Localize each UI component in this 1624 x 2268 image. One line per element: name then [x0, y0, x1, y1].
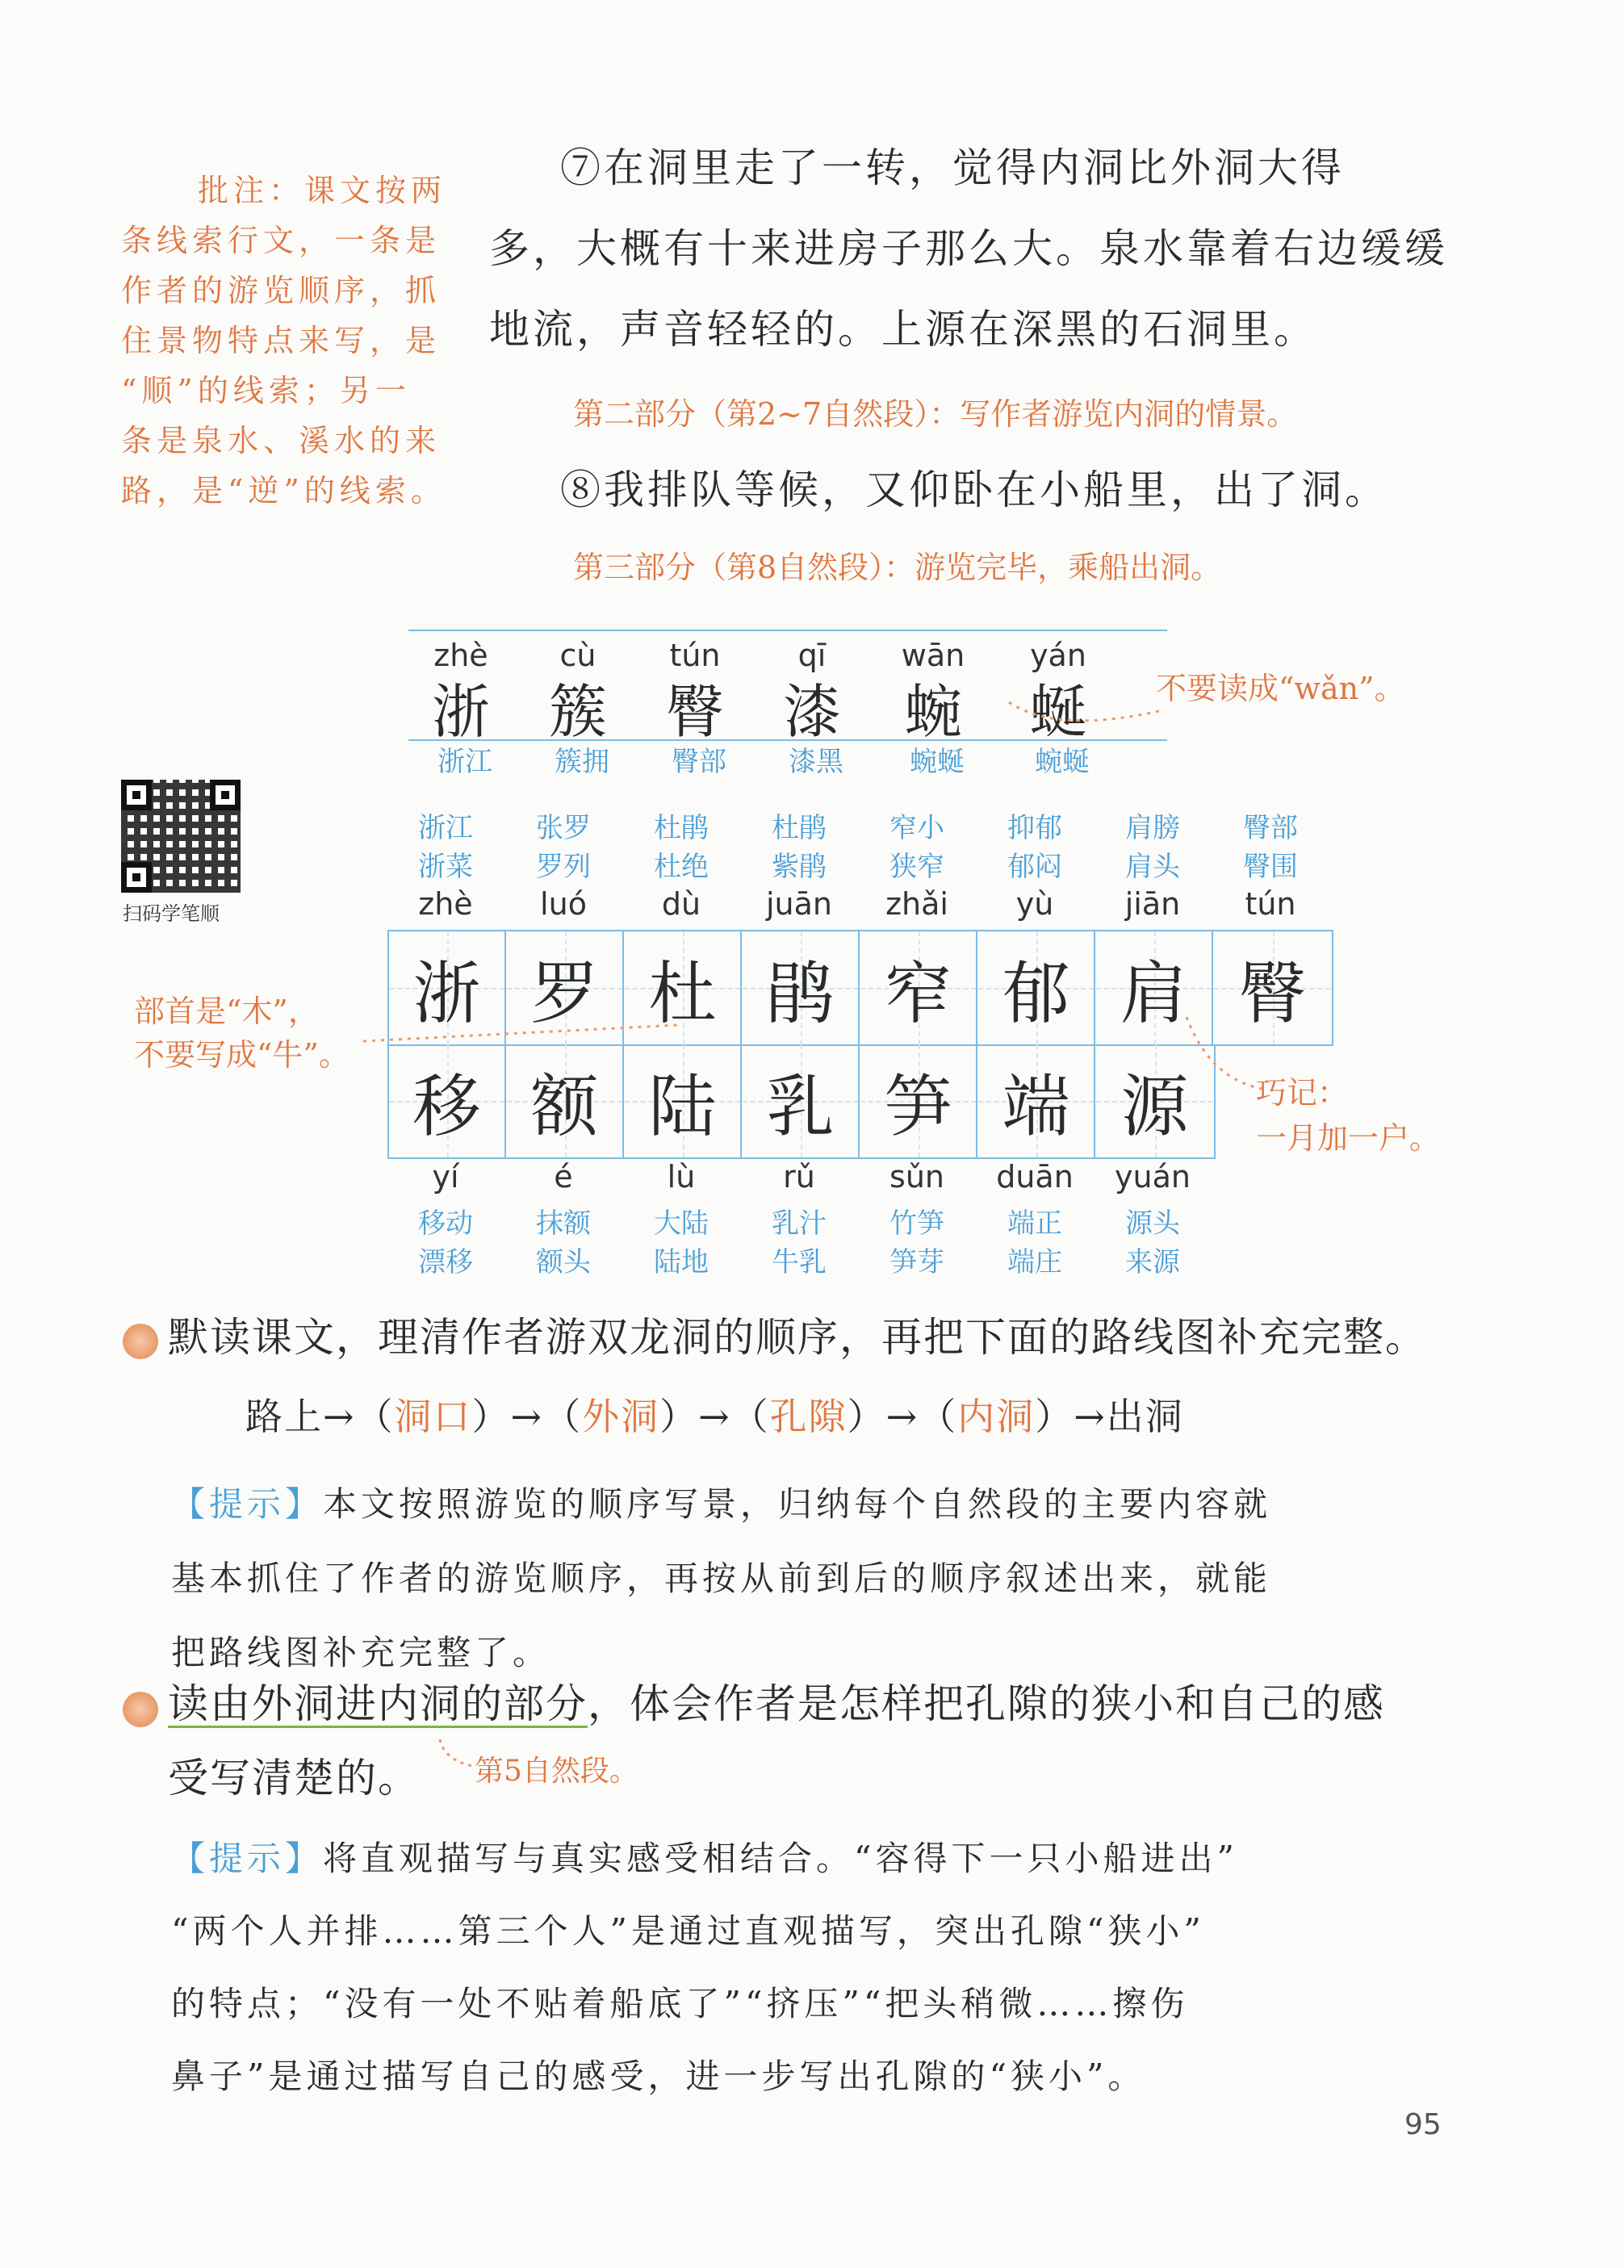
- write-char: 郁: [1002, 953, 1070, 1033]
- example-word: 蜿蜒: [910, 746, 965, 778]
- example-word: 移动: [418, 1207, 473, 1240]
- example-word: 蜿蜒: [1035, 746, 1090, 778]
- hint-line: 鼻子”是通过描写自己的感受，进一步写出孔隙的“狭小”。: [171, 2057, 1146, 2096]
- write-char: 陆: [648, 1066, 717, 1146]
- paragraph-line: 地流，声音轻轻的。上源在深黑的石洞里。: [489, 306, 1317, 353]
- example-word: 牛乳: [772, 1246, 827, 1278]
- margin-note-line: “顺”的线索；另一: [121, 373, 411, 408]
- hint-line: 基本抓住了作者的游览顺序，再按从前到后的顺序叙述出来，就能: [171, 1559, 1272, 1598]
- pinyin: duān: [996, 1159, 1074, 1195]
- top-rule: [408, 630, 1167, 631]
- pinyin: é: [554, 1159, 573, 1195]
- write-char: 臀: [1238, 953, 1307, 1033]
- route-answer: 外洞: [582, 1395, 660, 1438]
- route-answer: 洞口: [394, 1395, 472, 1438]
- question-2-underlined: 读由外洞进内洞的部分: [168, 1680, 588, 1727]
- pinyin: yí: [432, 1159, 459, 1195]
- write-char: 端: [1002, 1066, 1070, 1146]
- question-2-line2: 受写清楚的。: [168, 1755, 420, 1801]
- part2-annotation: 第二部分（第2~7自然段）：写作者游览内洞的情景。: [573, 396, 1298, 432]
- pinyin: sǔn: [889, 1159, 944, 1195]
- example-word: 漆黑: [789, 746, 843, 778]
- write-char: 额: [530, 1066, 599, 1146]
- example-word: 漂移: [418, 1246, 473, 1278]
- example-word: 来源: [1125, 1246, 1180, 1278]
- margin-note-line: 路，是“逆”的线索。: [121, 473, 446, 508]
- radical-note-line: 部首是“木”，: [134, 994, 319, 1029]
- route-arrow: ）→（: [659, 1395, 770, 1438]
- hint-line: 的特点；“没有一处不贴着船底了”“挤压”“把头稍微……擦伤: [171, 1984, 1189, 2023]
- question-bullet-icon: [123, 1324, 158, 1359]
- route-answer: 内洞: [957, 1395, 1036, 1438]
- paragraph-8: ⑧我排队等候，又仰卧在小船里，出了洞。: [560, 467, 1388, 513]
- hint-2: [171, 1822, 1238, 2113]
- pinyin: dù: [661, 886, 701, 922]
- qr-finder: [210, 780, 241, 810]
- pinyin: jiān: [1124, 886, 1181, 922]
- example-word: 杜绝: [654, 851, 709, 883]
- example-words: [978, 1204, 1091, 1282]
- example-word: 大陆: [654, 1207, 709, 1240]
- route-paren: （: [355, 1395, 395, 1438]
- qr-label: 扫码学笔顺: [123, 902, 220, 925]
- char-cell: [860, 931, 977, 1044]
- example-word: 臀部: [1243, 812, 1298, 844]
- recognize-char: 浙: [431, 678, 490, 746]
- write-row2-words: [389, 1204, 1333, 1285]
- page-number: 95: [1404, 2108, 1442, 2141]
- example-word: 紫鹃: [772, 851, 827, 883]
- hint-line: 把路线图补充完整了。: [171, 1633, 551, 1672]
- example-word: 浙江: [418, 812, 473, 844]
- paragraph-7: [489, 144, 1474, 354]
- hint-label: 【提示】: [171, 1484, 324, 1524]
- write-char: 乳: [766, 1066, 835, 1146]
- route-arrow: ）→（: [471, 1395, 583, 1438]
- paragraph-pointer: [436, 1735, 476, 1776]
- example-word: 笋芽: [889, 1246, 944, 1278]
- example-words: [743, 809, 856, 886]
- example-words: [389, 1204, 502, 1282]
- qr-finder: [121, 862, 152, 893]
- margin-note-line: 作者的游览顺序，抓: [121, 273, 442, 308]
- route-map: [245, 1391, 1184, 1442]
- write-char: 移: [412, 1066, 481, 1146]
- hint-line: [171, 1822, 1238, 1895]
- hint-line: [171, 1467, 1271, 1542]
- char-cell: [389, 1044, 506, 1157]
- write-char: 窄: [884, 953, 952, 1033]
- pinyin: juān: [765, 886, 832, 922]
- pinyin: zhè: [433, 638, 488, 673]
- char-cell: [978, 1044, 1095, 1157]
- margin-note-line: 住景物特点来写，是: [121, 323, 442, 358]
- example-word: 臀围: [1243, 851, 1298, 883]
- recognize-char: 蜒: [1028, 678, 1087, 746]
- example-words: [1096, 1204, 1209, 1282]
- question-bullet-icon: [123, 1692, 158, 1727]
- example-word: 肩膀: [1125, 812, 1180, 844]
- example-words: [860, 809, 973, 886]
- pinyin: tún: [669, 638, 721, 673]
- margin-annotation: [121, 165, 446, 516]
- example-word: 狭窄: [889, 851, 944, 883]
- char-cell: [743, 931, 860, 1044]
- example-word: 浙菜: [418, 851, 473, 883]
- example-word: 乳汁: [772, 1207, 827, 1240]
- char-cell: [743, 1044, 860, 1157]
- write-char: 肩: [1120, 953, 1188, 1033]
- write-char: 鹃: [766, 953, 835, 1033]
- example-words: [860, 1204, 973, 1282]
- pinyin: rǔ: [783, 1159, 815, 1195]
- pinyin: zhè: [418, 886, 473, 922]
- example-words: [507, 1204, 620, 1282]
- paragraph-note: 第5自然段。: [475, 1755, 638, 1788]
- char-cell: [860, 1044, 977, 1157]
- radical-note-line: 不要写成“牛”。: [134, 1037, 349, 1073]
- example-word: 张罗: [536, 812, 591, 844]
- pinyin: zhǎi: [885, 886, 948, 922]
- route-end: ）→出洞: [1035, 1395, 1184, 1438]
- recognize-char: 蜿: [903, 678, 962, 746]
- recognize-char: 簇: [548, 678, 607, 746]
- part3-annotation: 第三部分（第8自然段）：游览完毕，乘船出洞。: [573, 550, 1222, 585]
- route-answer: 孔隙: [769, 1395, 848, 1438]
- example-words: [507, 809, 620, 886]
- write-char: 杜: [648, 953, 717, 1033]
- pinyin: tún: [1245, 886, 1296, 922]
- example-word: 抑郁: [1007, 812, 1062, 844]
- example-word: 端庄: [1007, 1246, 1062, 1278]
- paragraph-line: ⑦在洞里走了一转，觉得内洞比外洞大得: [560, 144, 1345, 191]
- example-words: [743, 1204, 856, 1282]
- char-cell: [978, 931, 1095, 1044]
- example-word: 郁闷: [1007, 851, 1062, 883]
- pinyin: lù: [667, 1159, 696, 1195]
- example-word: 陆地: [654, 1246, 709, 1278]
- route-arrow: ）→（: [847, 1395, 958, 1438]
- qr-code: [121, 780, 241, 893]
- example-word: 杜鹃: [654, 812, 709, 844]
- memory-tip-line: 巧记：: [1256, 1075, 1349, 1111]
- pinyin: cù: [559, 638, 596, 673]
- recognize-char: 漆: [782, 678, 841, 746]
- example-words: [389, 809, 502, 886]
- pinyin: wān: [901, 638, 965, 673]
- char-cell: [625, 1044, 742, 1157]
- example-words: [1096, 809, 1209, 886]
- hint-label: 【提示】: [171, 1839, 324, 1878]
- write-char: 笋: [884, 1066, 952, 1146]
- question-2: [168, 1679, 1385, 1729]
- example-word: 源头: [1125, 1207, 1180, 1240]
- recognize-char: 臀: [665, 678, 724, 746]
- example-words: [978, 809, 1091, 886]
- margin-note-line: 条线索行文，一条是: [121, 223, 442, 258]
- example-word: 肩头: [1125, 851, 1180, 883]
- paragraph-line: 多，大概有十来进房子那么大。泉水靠着右边缓缓: [489, 225, 1448, 272]
- write-row1-pinyin: [389, 886, 1333, 927]
- hint-1: [171, 1467, 1271, 1690]
- hint-text: 本文按照游览的顺序写景，归纳每个自然段的主要内容就: [323, 1484, 1272, 1524]
- write-row2-pinyin: [389, 1159, 1333, 1199]
- char-cell: [507, 1044, 624, 1157]
- qr-finder: [121, 780, 152, 810]
- margin-note-line: 条是泉水、溪水的来: [121, 423, 442, 458]
- example-words: [1214, 809, 1327, 886]
- pinyin: yù: [1015, 886, 1054, 922]
- example-word: 浙江: [437, 746, 492, 778]
- example-word: 端正: [1007, 1207, 1062, 1240]
- pinyin: yuán: [1115, 1159, 1191, 1195]
- route-start: 路上→: [245, 1395, 356, 1438]
- pinyin: qī: [797, 638, 827, 673]
- example-word: 窄小: [889, 812, 944, 844]
- write-char: 源: [1120, 1066, 1189, 1146]
- write-char: 浙: [412, 953, 481, 1033]
- radical-pointer: [355, 1017, 694, 1049]
- example-word: 簇拥: [555, 746, 609, 778]
- example-words: [625, 1204, 738, 1282]
- hint-line: “两个人并排……第三个人”是通过直观描写，突出孔隙“狭小”: [171, 1911, 1205, 1951]
- memory-tip: [1256, 1070, 1440, 1161]
- example-word: 罗列: [536, 851, 591, 883]
- example-word: 臀部: [672, 746, 726, 778]
- example-word: 杜鹃: [772, 812, 827, 844]
- write-char: 罗: [530, 953, 599, 1033]
- example-words: [625, 809, 738, 886]
- char-grid-row2: [387, 1044, 1216, 1159]
- write-row1-words: [389, 809, 1333, 889]
- hint-text: 将直观描写与真实感受相结合。“容得下一只小船进出”: [323, 1839, 1238, 1878]
- margin-note-line: 批注：课文按两: [198, 173, 447, 208]
- example-word: 抹额: [536, 1207, 591, 1240]
- memory-tip-line: 一月加一户。: [1256, 1120, 1441, 1156]
- pronunciation-note: 不要读成“wǎn”。: [1156, 671, 1405, 706]
- radical-note: [134, 990, 349, 1077]
- example-word: 竹笋: [889, 1207, 944, 1240]
- example-word: 额头: [536, 1246, 591, 1278]
- question-2-text: ，体会作者是怎样把孔隙的狭小和自己的感: [588, 1680, 1385, 1727]
- pinyin: yán: [1030, 638, 1086, 673]
- pinyin: luó: [540, 886, 587, 922]
- question-1: 默读课文，理清作者游双龙洞的顺序，再把下面的路线图补充完整。: [168, 1314, 1427, 1361]
- dotted-pointer: [1001, 686, 1170, 734]
